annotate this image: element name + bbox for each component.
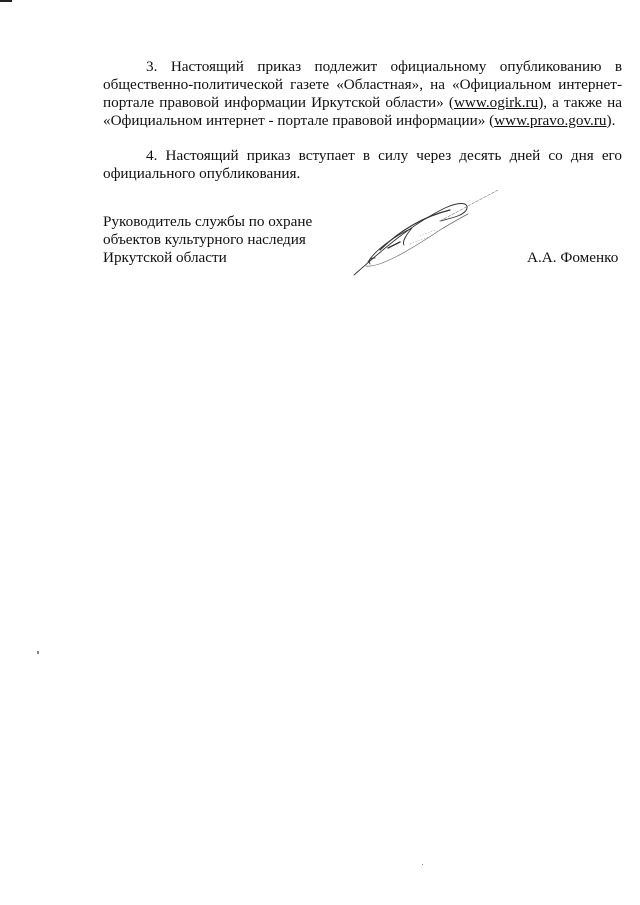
paragraph-3-line-4: «Официальном интернет - портале правовой информации» (www.pravo.gov.ru). (103, 112, 616, 129)
signatory-title (103, 213, 312, 267)
paragraph-4-line-1: 4. Настоящий приказ вступает в силу через десять дней со дня его (146, 147, 623, 164)
signatory-title-line-1: Руководитель службы по охране (103, 213, 313, 230)
paragraph-3-number: 3. (146, 58, 158, 75)
paragraph-3-line-3: портале правовой информации Иркутской области» (www.ogirk.ru), а также на (103, 94, 623, 111)
link-ogirk[interactable]: www.ogirk.ru (453, 94, 539, 111)
paragraph-4-number: 4. (146, 147, 158, 164)
link-pravo[interactable]: www.pravo.gov.ru (494, 112, 607, 129)
paragraph-3-line-2: общественно-политической газете «Областная», на «Официальном интернет- (103, 76, 622, 93)
signatory-name: А.А. Фоменко (527, 249, 619, 266)
handwritten-signature-icon (340, 190, 500, 280)
paragraph-3-line-1: 3. Настоящий приказ подлежит официальному опубликованию в (146, 58, 622, 75)
scan-speck (422, 864, 423, 865)
paragraph-4-line-2: официального опубликования. (103, 165, 301, 182)
signatory-title-line-2: объектов культурного наследия (103, 231, 306, 248)
paragraph-4 (103, 147, 622, 183)
scan-speck (37, 651, 39, 654)
paragraph-3 (103, 58, 622, 130)
scan-corner-mark (0, 0, 12, 2)
signatory-title-line-3: Иркутской области (103, 249, 227, 266)
